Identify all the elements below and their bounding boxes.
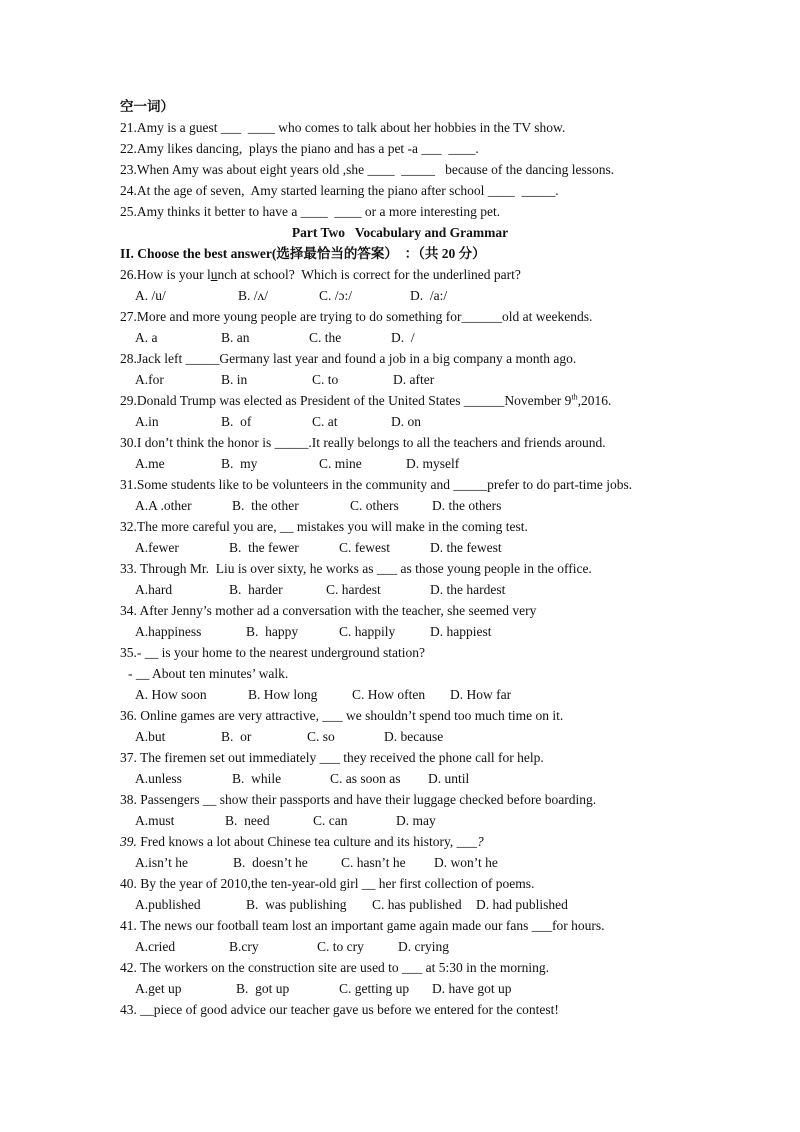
q32-option-c[interactable]: C. fewest	[339, 540, 390, 555]
q35-option-b[interactable]: B. How long	[248, 687, 318, 702]
q33-option-d[interactable]: D. the hardest	[430, 582, 506, 597]
question-26-stem	[120, 267, 521, 283]
q40-option-a[interactable]: A.published	[135, 897, 201, 912]
question-35-reply: - __ About ten minutes’ walk.	[128, 666, 289, 681]
fill-item-23: 23.When Amy was about eight years old ,she ____ _____ because of the dancing lessons.	[120, 162, 615, 177]
q30-option-d[interactable]: D. myself	[406, 456, 460, 471]
q29-option-a[interactable]: A.in	[135, 414, 159, 429]
q33-option-a[interactable]: A.hard	[135, 582, 173, 597]
q41-option-b[interactable]: B.cry	[229, 939, 259, 954]
question-36-stem: 36. Online games are very attractive, ___ we shouldn’t spend too much time on it.	[120, 708, 564, 723]
part-title: Part Two Vocabulary and Grammar	[291, 225, 509, 240]
q40-option-d[interactable]: D. had published	[476, 897, 568, 912]
fill-item-21: 21.Amy is a guest ___ ____ who comes to talk about her hobbies in the TV show.	[120, 120, 566, 135]
q32-option-d[interactable]: D. the fewest	[430, 540, 502, 555]
q42-option-b[interactable]: B. got up	[236, 981, 290, 996]
fill-item-25: 25.Amy thinks it better to have a ____ ____ or a more interesting pet.	[120, 204, 501, 219]
q41-option-c[interactable]: C. to cry	[317, 939, 364, 954]
section-header: 空一词）	[120, 99, 174, 114]
q28-option-a[interactable]: A.for	[135, 372, 164, 387]
section-two-title: II. Choose the best answer(选择最恰当的答案） ：（共 20 分）	[120, 246, 486, 261]
q28-option-d[interactable]: D. after	[393, 372, 435, 387]
q31-option-d[interactable]: D. the others	[432, 498, 502, 513]
q29-superscript: th	[571, 392, 578, 402]
q40-option-c[interactable]: C. has published	[372, 897, 462, 912]
q36-option-b[interactable]: B. or	[221, 729, 252, 744]
q34-option-d[interactable]: D. happiest	[430, 624, 492, 639]
q39-question-mark: ?	[476, 834, 484, 849]
q27-option-b[interactable]: B. an	[221, 330, 250, 345]
q37-option-d[interactable]: D. until	[428, 771, 470, 786]
q32-option-b[interactable]: B. the fewer	[229, 540, 299, 555]
q42-option-d[interactable]: D. have got up	[432, 981, 512, 996]
q27-option-d[interactable]: D. /	[391, 330, 415, 345]
q38-option-d[interactable]: D. may	[396, 813, 436, 828]
q39-number: 39.	[120, 834, 137, 849]
question-37-stem: 37. The firemen set out immediately ___ they received the phone call for help.	[120, 750, 544, 765]
q35-option-c[interactable]: C. How often	[352, 687, 426, 702]
q33-option-b[interactable]: B. harder	[229, 582, 283, 597]
fill-item-24: 24.At the age of seven, Amy started learning the piano after school ____ _____.	[120, 183, 559, 198]
q37-option-b[interactable]: B. while	[232, 771, 282, 786]
q29-option-c[interactable]: C. at	[312, 414, 338, 429]
q26-option-c[interactable]: C. /ɔ:/	[319, 288, 352, 303]
question-27-stem: 27.More and more young people are trying to do something for______old at weekends.	[120, 309, 593, 324]
q32-option-a[interactable]: A.fewer	[135, 540, 179, 555]
q39-option-c[interactable]: C. hasn’t he	[341, 855, 406, 870]
q30-option-c[interactable]: C. mine	[319, 456, 362, 471]
q30-option-b[interactable]: B. my	[221, 456, 258, 471]
q27-option-c[interactable]: C. the	[309, 330, 342, 345]
question-40-stem: 40. By the year of 2010,the ten-year-old girl __ her first collection of poems.	[120, 876, 535, 891]
question-29-stem	[120, 393, 611, 409]
q28-option-c[interactable]: C. to	[312, 372, 339, 387]
q34-option-a[interactable]: A.happiness	[135, 624, 202, 639]
q26-stem-pre: 26.How is your l	[120, 267, 211, 282]
q29-option-b[interactable]: B. of	[221, 414, 252, 429]
fill-item-22: 22.Amy likes dancing, plays the piano and has a pet -a ___ ____.	[120, 141, 479, 156]
question-42-stem: 42. The workers on the construction site are used to ___ at 5:30 in the morning.	[120, 960, 550, 975]
question-41-stem: 41. The news our football team lost an important game again made our fans ___for hours.	[120, 918, 605, 933]
q29-option-d[interactable]: D. on	[391, 414, 421, 429]
q37-option-a[interactable]: A.unless	[135, 771, 182, 786]
q36-option-c[interactable]: C. so	[307, 729, 335, 744]
q38-option-b[interactable]: B. need	[225, 813, 270, 828]
q30-option-a[interactable]: A.me	[135, 456, 165, 471]
q41-option-d[interactable]: D. crying	[398, 939, 449, 954]
question-32-stem: 32.The more careful you are, __ mistakes you will make in the coming test.	[120, 519, 528, 534]
question-33-stem: 33. Through Mr. Liu is over sixty, he works as ___ as those young people in the office.	[120, 561, 592, 576]
q33-option-c[interactable]: C. hardest	[326, 582, 381, 597]
q40-option-b[interactable]: B. was publishing	[246, 897, 347, 912]
q27-option-a[interactable]: A. a	[135, 330, 158, 345]
q41-option-a[interactable]: A.cried	[135, 939, 176, 954]
q39-option-b[interactable]: B. doesn’t he	[233, 855, 308, 870]
q35-option-a[interactable]: A. How soon	[135, 687, 207, 702]
q38-option-c[interactable]: C. can	[313, 813, 348, 828]
q34-option-c[interactable]: C. happily	[339, 624, 396, 639]
q36-option-a[interactable]: A.but	[135, 729, 166, 744]
question-34-stem: 34. After Jenny’s mother ad a conversation with the teacher, she seemed very	[120, 603, 537, 618]
q35-option-d[interactable]: D. How far	[450, 687, 512, 702]
q31-option-a[interactable]: A.A .other	[135, 498, 192, 513]
q34-option-b[interactable]: B. happy	[246, 624, 299, 639]
q29-stem-post: ,2016.	[577, 393, 612, 408]
question-30-stem: 30.I don’t think the honor is _____.It really belongs to all the teachers and friends around.	[120, 435, 606, 450]
q26-option-d[interactable]: D. /a:/	[410, 288, 448, 303]
q26-stem-post: nch at school? Which is correct for the underlined part?	[217, 267, 521, 282]
question-43-stem: 43. __piece of good advice our teacher gave us before we entered for the contest!	[120, 1002, 559, 1017]
q36-option-d[interactable]: D. because	[384, 729, 444, 744]
q42-option-a[interactable]: A.get up	[135, 981, 182, 996]
q31-option-b[interactable]: B. the other	[232, 498, 299, 513]
question-38-stem: 38. Passengers __ show their passports and have their luggage checked before boarding.	[120, 792, 597, 807]
q29-stem-pre: 29.Donald Trump was elected as President of the United States ______November 9	[120, 393, 572, 408]
q39-option-a[interactable]: A.isn’t he	[135, 855, 188, 870]
question-39-stem	[120, 834, 484, 850]
q28-option-b[interactable]: B. in	[221, 372, 248, 387]
q42-option-c[interactable]: C. getting up	[339, 981, 410, 996]
question-31-stem: 31.Some students like to be volunteers in the community and _____prefer to do part-time jobs.	[120, 477, 633, 492]
question-35-stem: 35.- __ is your home to the nearest underground station?	[120, 645, 425, 660]
question-28-stem: 28.Jack left _____Germany last year and found a job in a big company a month ago.	[120, 351, 577, 366]
q39-stem-text: Fred knows a lot about Chinese tea culture and its history, ___	[136, 834, 477, 849]
q26-underlined-letter: u	[210, 267, 218, 282]
q26-option-a[interactable]: A. /u/	[135, 288, 166, 303]
q31-option-c[interactable]: C. others	[350, 498, 399, 513]
q37-option-c[interactable]: C. as soon as	[330, 771, 401, 786]
q26-option-b[interactable]: B. /ʌ/	[238, 288, 269, 303]
q39-option-d[interactable]: D. won’t he	[434, 855, 498, 870]
q38-option-a[interactable]: A.must	[135, 813, 175, 828]
